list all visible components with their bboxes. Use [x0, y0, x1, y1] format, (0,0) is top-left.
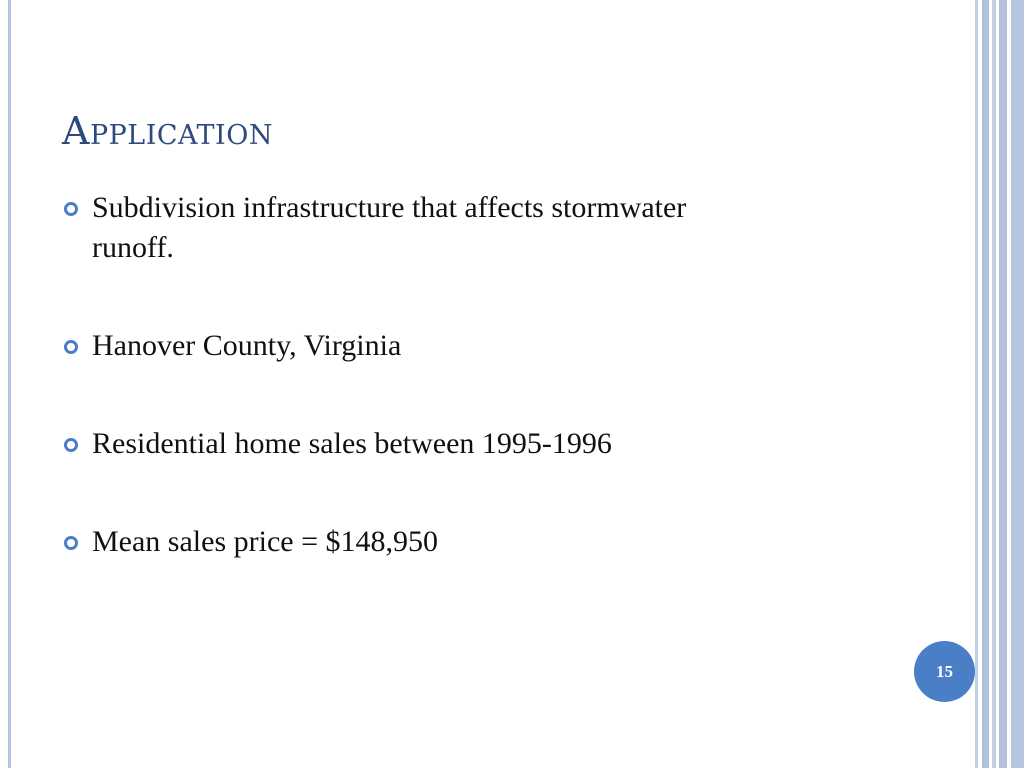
bullet-icon	[64, 536, 78, 550]
page-number: 15	[936, 661, 953, 681]
bullet-text: Hanover County, Virginia	[92, 329, 402, 362]
bullet-list	[64, 188, 764, 562]
bullet-item	[64, 188, 764, 268]
right-border-stripe	[992, 0, 996, 768]
right-border-stripe	[999, 0, 1007, 768]
bullet-text: Subdivision infrastructure that affects stormwater runoff.	[92, 191, 687, 264]
slide-title: Application	[62, 109, 273, 153]
left-border-line	[8, 0, 11, 768]
bullet-icon	[64, 438, 78, 452]
bullet-item	[64, 522, 764, 562]
bullet-icon	[64, 340, 78, 354]
bullet-icon	[64, 202, 78, 216]
bullet-text: Mean sales price = $148,950	[92, 525, 438, 558]
bullet-text: Residential home sales between 1995-1996	[92, 427, 612, 460]
page-number-badge	[914, 641, 975, 702]
right-border-stripe	[975, 0, 978, 768]
right-border-stripe	[982, 0, 989, 768]
bullet-item	[64, 326, 764, 366]
bullet-item	[64, 424, 764, 464]
right-border-stripe	[1011, 0, 1024, 768]
